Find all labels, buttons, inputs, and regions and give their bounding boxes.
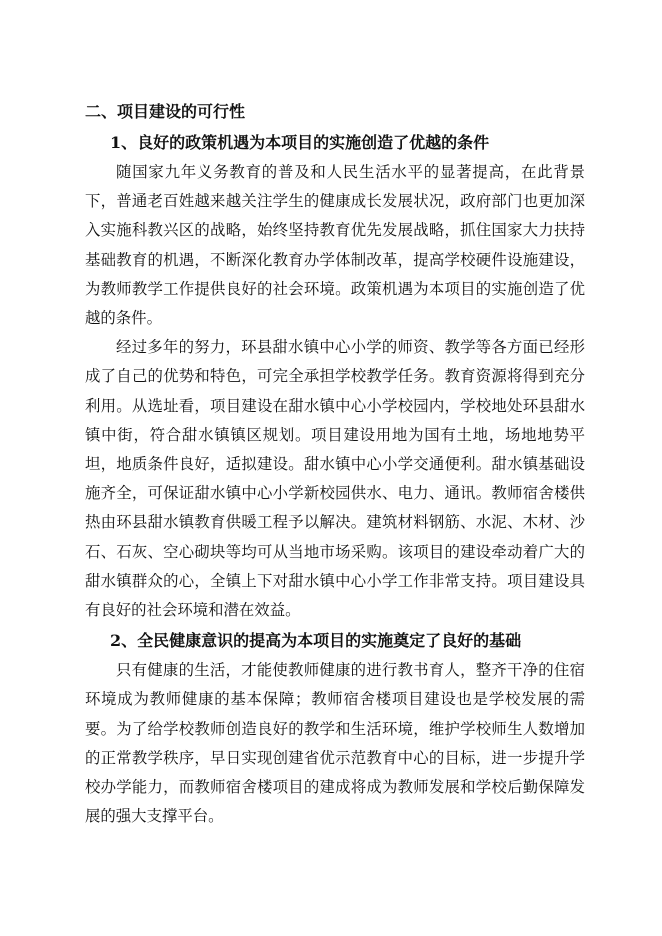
document-page (85, 96, 585, 831)
paragraph-2: 经过多年的努力，环县甜水镇中心小学的师资、教学等各方面已经形成了自己的优势和特色，可完全承担学校教学任务。教育资源将得到充分利用。从选址看，项目建设在甜水镇中心小学校园内，学校地处环县甜水镇中街，符合甜水镇镇区规划。项目建设用地为国有土地，场地地势平坦，地质条件良好，适拟建设。甜水镇中心小学交通便利。甜水镇基础设施齐全，可保证甜水镇中心小学新校园供水、电力、通讯。教师宿舍楼供热由环县甜水镇教育供暖工程予以解决。建筑材料钢筋、水泥、木材、沙石、石灰、空心砌块等均可从当地市场采购。该项目的建设牵动着广大的甜水镇群众的心，全镇上下对甜水镇中心小学工作非常支持。项目建设具有良好的社会环境和潜在效益。 (85, 338, 585, 620)
section-heading: 二、项目建设的可行性 (85, 102, 246, 121)
paragraph-1: 随国家九年义务教育的普及和人民生活水平的显著提高，在此背景下，普通老百姓越来越关注学生的健康成长发展状况，政府部门也更加深入实施科教兴区的战略，始终坚持教育优先发展战略，抓住国家大力扶持基础教育的机遇，不断深化教育办学体制改革，提高学校硬件设施建设，为教师教学工作提供良好的社会环境。政策机遇为本项目的实施创造了优越的条件。 (85, 163, 585, 328)
subsection-heading-1: 1、良好的政策机遇为本项目的实施创造了优越的条件 (110, 133, 490, 152)
subsection-heading-2: 2、全民健康意识的提高为本项目的实施奠定了良好的基础 (110, 631, 522, 651)
paragraph-3: 只有健康的生活，才能使教师健康的进行教书育人，整齐干净的住宿环境成为教师健康的基本保障；教师宿舍楼项目建设也是学校发展的需要。为了给学校教师创造良好的教学和生活环境，维护学校师生人数增加的正常教学秩序，早日实现创建省优示范教育中心的目标，进一步提升学校办学能力，而教师宿舍楼项目的建成将成为教师发展和学校后勤保障发展的强大支撑平台。 (85, 661, 585, 826)
